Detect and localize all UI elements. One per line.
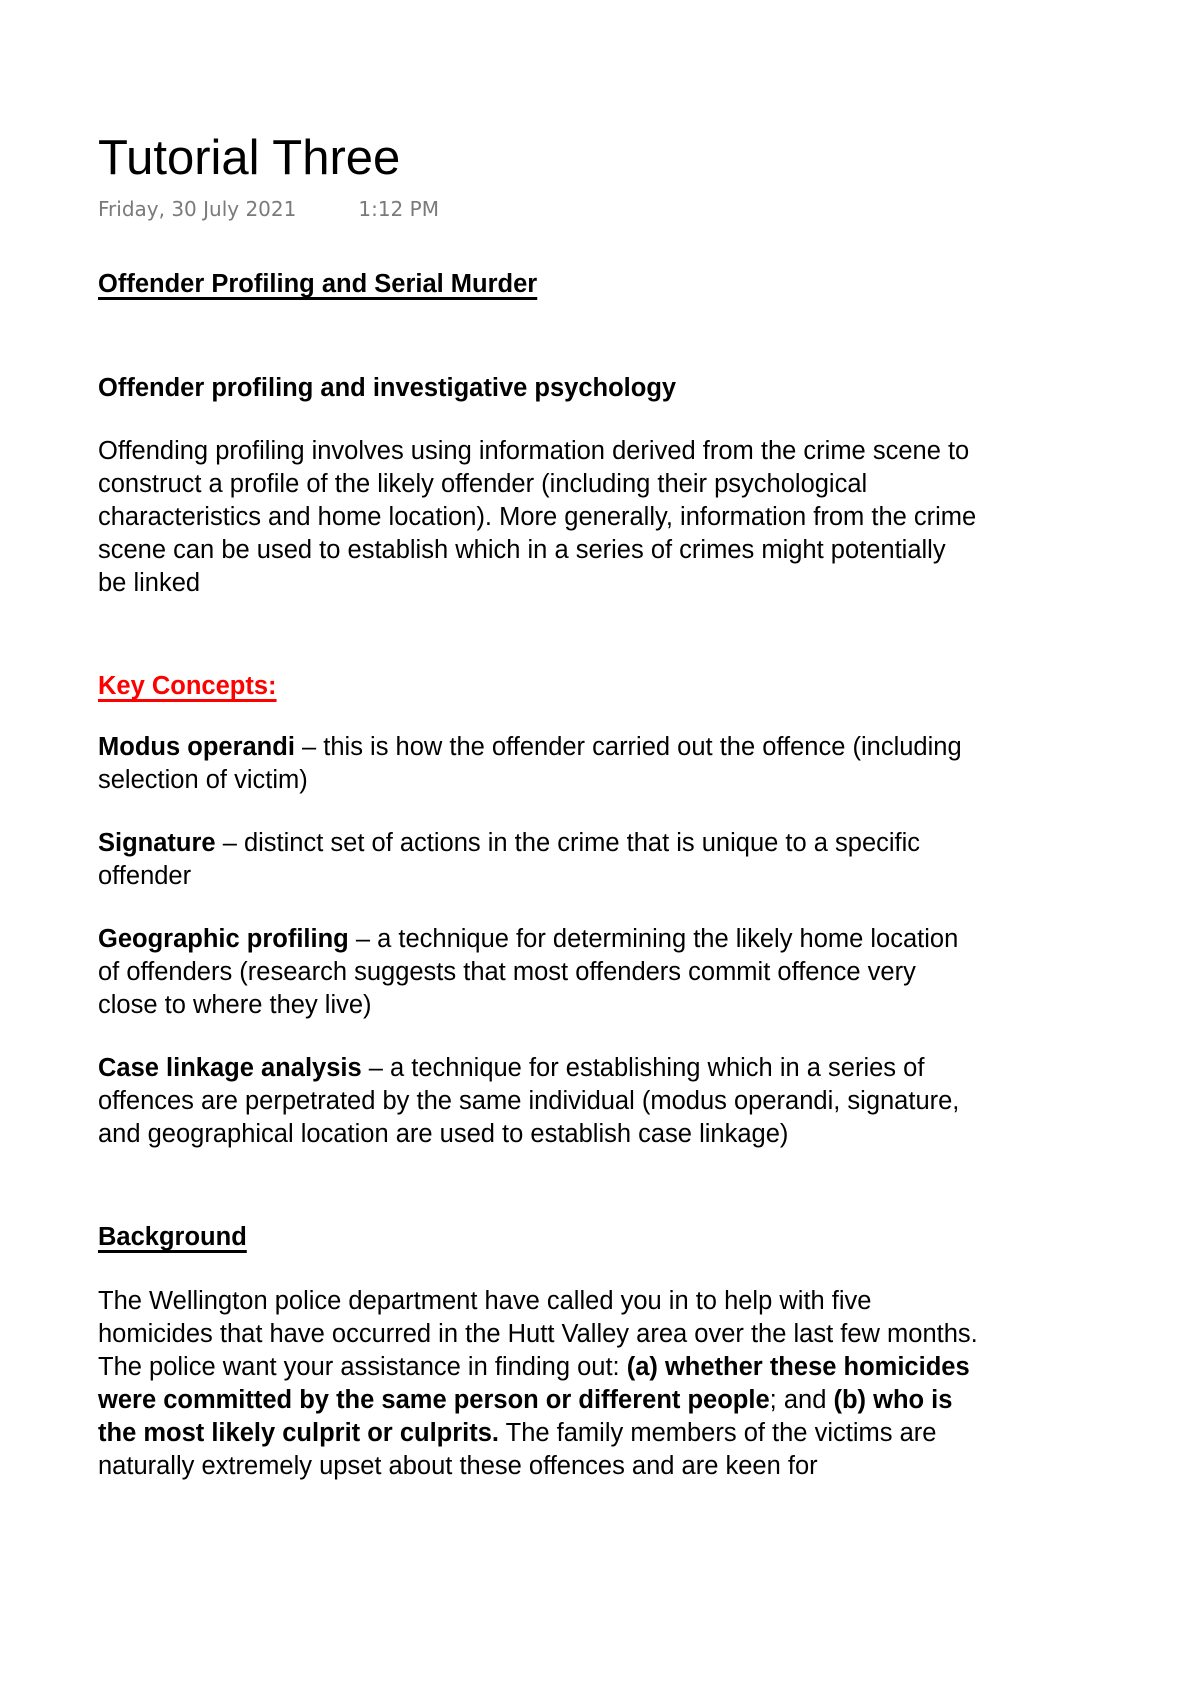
concept-item bbox=[98, 923, 978, 1022]
concept-definition: – this is how the offender carried out the offence (including selection of victim) bbox=[98, 733, 962, 794]
concept-definition: – a technique for establishing which in a series of offences are perpetrated by the same individual (modus operandi, signature, and geographical location are used to establish case linkage) bbox=[98, 1054, 960, 1148]
concept-term: Modus operandi bbox=[98, 733, 295, 761]
concept-definition: – a technique for determining the likely home location of offenders (research suggests that most offenders commit offence very close to where they live) bbox=[98, 925, 959, 1019]
concept-term: Geographic profiling bbox=[98, 925, 349, 953]
concept-term: Signature bbox=[98, 829, 216, 857]
concept-item bbox=[98, 827, 978, 893]
background-emphasis: (a) whether these homicides were committed by the same person or different people bbox=[98, 1353, 970, 1414]
page-title: Tutorial Three bbox=[98, 131, 401, 185]
concept-definition: – distinct set of actions in the crime that is unique to a specific offender bbox=[98, 829, 921, 890]
background-text: The Wellington police department have called you in to help with five homicides that have occurred in the Hutt Valley area over the last few months. The police want your assistance in finding out: bbox=[98, 1287, 978, 1381]
background-paragraph bbox=[98, 1285, 978, 1483]
page-metadata bbox=[98, 196, 978, 222]
subheading: Offender profiling and investigative psychology bbox=[98, 374, 677, 402]
concept-term: Case linkage analysis bbox=[98, 1054, 362, 1082]
background-heading: Background bbox=[98, 1223, 247, 1251]
section-heading: Offender Profiling and Serial Murder bbox=[98, 270, 538, 298]
intro-paragraph: Offending profiling involves using information derived from the crime scene to construct a profile of the likely offender (including their psychological characteristics and home location). More generally, information from the crime scene can be used to establish which in a series of crimes might potentially be linked bbox=[98, 437, 977, 597]
key-concepts-heading: Key Concepts: bbox=[98, 672, 277, 700]
background-text: ; and bbox=[769, 1386, 834, 1414]
background-emphasis: (b) who is the most likely culprit or culprits. bbox=[98, 1386, 953, 1447]
concept-item bbox=[98, 1052, 978, 1151]
page-date: Friday, 30 July 2021 bbox=[98, 197, 297, 221]
document-page bbox=[98, 128, 978, 1483]
background-text: The family members of the victims are naturally extremely upset about these offences and are keen for bbox=[98, 1419, 937, 1480]
concept-item bbox=[98, 731, 978, 797]
page-time: 1:12 PM bbox=[358, 197, 439, 221]
